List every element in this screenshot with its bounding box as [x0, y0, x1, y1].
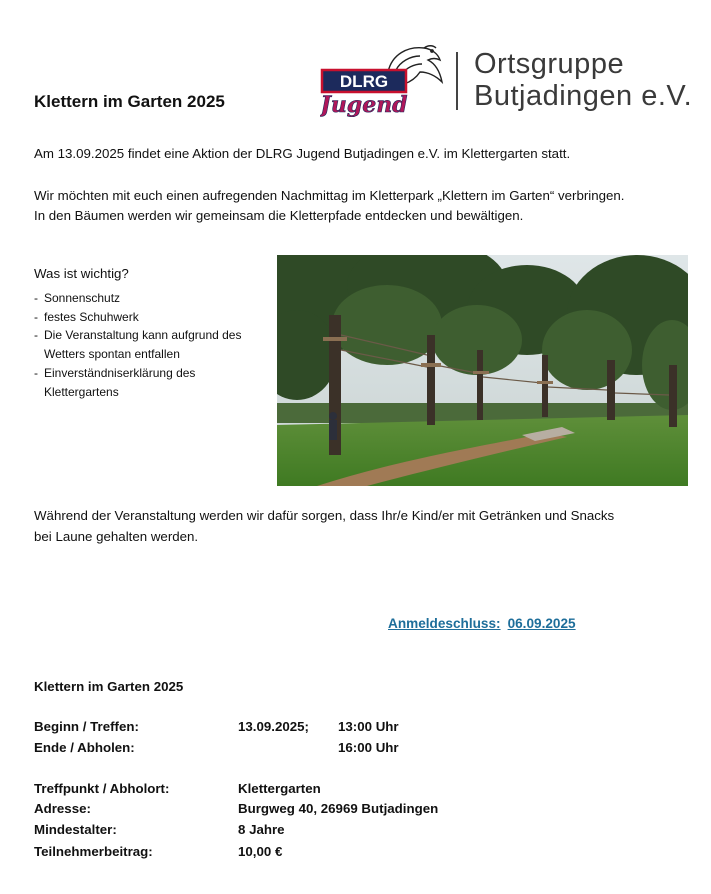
- age-label: Mindestalter:: [34, 822, 117, 837]
- logo-text-bottom: Jugend: [320, 92, 408, 118]
- logo-text-top: DLRG: [339, 72, 389, 91]
- list-item: - festes Schuhwerk: [34, 308, 270, 327]
- info-title: Klettern im Garten 2025: [34, 679, 184, 694]
- place-value: Klettergarten: [238, 781, 321, 796]
- header-divider: [456, 52, 458, 110]
- document-title: Klettern im Garten 2025: [34, 92, 225, 111]
- registration-deadline: [388, 616, 576, 631]
- closing-paragraph: Während der Veranstaltung werden wir dafür sorgen, dass Ihr/e Kind/er mit Getränken und Snacks bei Laune gehalten werden.: [34, 508, 615, 544]
- place-label: Treffpunkt / Abholort:: [34, 781, 170, 796]
- org-line-2: Butjadingen e.V.: [474, 80, 693, 112]
- address-value: Burgweg 40, 26969 Butjadingen: [238, 801, 439, 816]
- list-item: - Die Veranstaltung kann aufgrund des Wetters spontan entfallen: [34, 326, 270, 363]
- deadline-date: 06.09.2025: [507, 616, 576, 631]
- age-value: 8 Jahre: [238, 822, 285, 837]
- fee-label: Teilnehmerbeitrag:: [34, 844, 153, 859]
- address-label: Adresse:: [34, 801, 91, 816]
- climbing-park-photo: [277, 255, 688, 486]
- deadline-label: Anmeldeschluss:: [388, 616, 501, 631]
- dlrg-jugend-logo: [320, 42, 450, 120]
- org-line-1: Ortsgruppe: [474, 48, 625, 80]
- end-time: 16:00 Uhr: [338, 740, 399, 755]
- intro-paragraph: Am 13.09.2025 findet eine Aktion der DLRG Jugend Butjadingen e.V. im Klettergarten statt.: [34, 146, 571, 161]
- fee-value: 10,00 €: [238, 844, 283, 859]
- list-item: - Einverständniserklärung des Klettergartens: [34, 364, 270, 401]
- description-paragraph: Wir möchten mit euch einen aufregenden Nachmittag im Kletterpark „Klettern im Garten“ verbringen. In den Bäumen werden wir gemeinsam die Kletterpfade entdecken und bewältigen.: [34, 188, 625, 223]
- important-heading: Was ist wichtig?: [34, 266, 129, 281]
- list-item: - Sonnenschutz: [34, 289, 270, 308]
- end-label: Ende / Abholen:: [34, 740, 135, 755]
- start-date: 13.09.2025;: [238, 719, 309, 734]
- start-label: Beginn / Treffen:: [34, 719, 139, 734]
- important-list: [34, 289, 270, 401]
- organization-name: [474, 48, 692, 112]
- start-time: 13:00 Uhr: [338, 719, 399, 734]
